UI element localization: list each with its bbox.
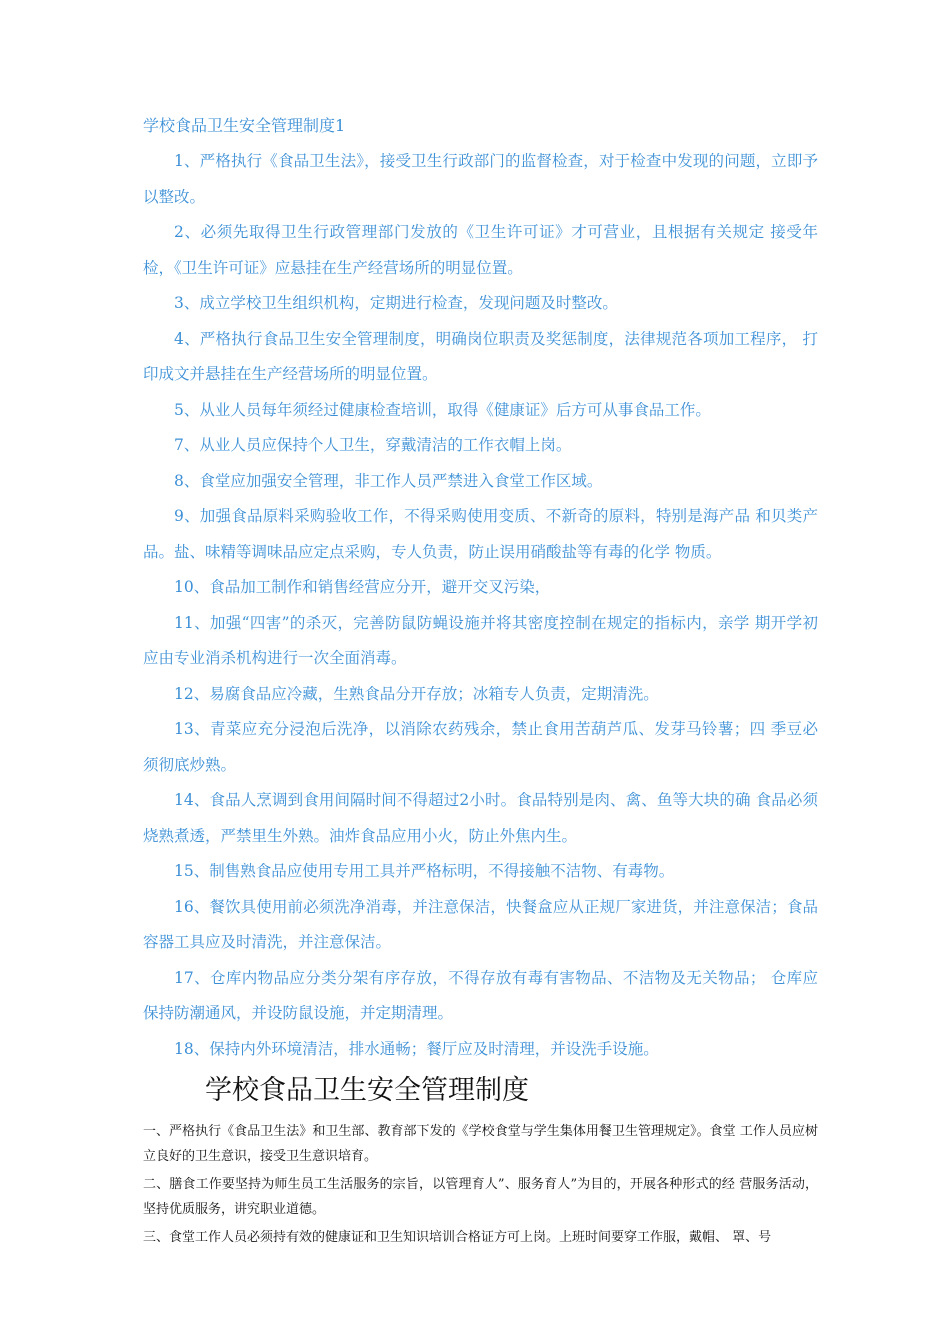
document-title-1: 学校食品卫生安全管理制度1	[143, 116, 346, 135]
regulation-item: 18、保持内外环境清洁，排水通畅；餐厅应及时清理，并设洗手设施。	[174, 1039, 659, 1058]
regulation-item: 16、餐饮具使用前必须洗净消毒，并注意保洁，快餐盒应从正规厂家进货，并注意保洁；食品容器工具应及时清洗，并注意保洁。	[143, 897, 818, 951]
regulation-item: 一、严格执行《食品卫生法》和卫生部、教育部下发的《学校食堂与学生集体用餐卫生管理规定》。食堂 工作人员应树立良好的卫生意识，接受卫生意识培育。	[143, 1124, 818, 1164]
document-page	[143, 112, 818, 1253]
regulation-item: 二、膳食工作要坚持为师生员工生活服务的宗旨，以管理育人”、服务育人”为目的，开展各种形式的经 营服务活动，坚持优质服务，讲究职业道德。	[143, 1177, 818, 1217]
regulation-item: 三、食堂工作人员必须持有效的健康证和卫生知识培训合格证方可上岗。上班时间要穿工作服，戴帽、 罩、号	[143, 1230, 772, 1245]
regulation-item: 4、严格执行食品卫生安全管理制度，明确岗位职责及奖惩制度，法律规范各项加工程序， 打印成文并悬挂在生产经营场所的明显位置。	[143, 329, 818, 383]
regulation-item: 9、加强食品原料采购验收工作，不得采购使用变质、不新奇的原料，特别是海产品 和贝类产品。盐、味精等调味品应定点采购，专人负责，防止误用硝酸盐等有毒的化学 物质。	[143, 507, 818, 561]
regulation-item: 13、青菜应充分浸泡后洗净，以消除农药残余，禁止食用苦葫芦瓜、发芽马铃薯；四 季豆必须彻底炒熟。	[143, 720, 818, 774]
regulation-item: 5、从业人员每年须经过健康检查培训，取得《健康证》后方可从事食品工作。	[174, 400, 711, 419]
regulation-item: 7、从业人员应保持个人卫生，穿戴清洁的工作衣帽上岗。	[174, 436, 572, 454]
regulation-item: 17、仓库内物品应分类分架有序存放，不得存放有毒有害物品、不洁物及无关物品； 仓库应保持防潮通风，并设防鼠设施，并定期清理。	[143, 968, 818, 1022]
regulation-item: 10、食品加工制作和销售经营应分开，避开交叉污染，	[174, 578, 551, 596]
regulation-item: 3、成立学校卫生组织机构，定期进行检查，发现问题及时整改。	[174, 294, 618, 312]
regulation-list-2	[143, 1119, 818, 1250]
regulation-item: 12、易腐食品应冷藏，生熟食品分开存放；冰箱专人负责，定期清洗。	[174, 684, 659, 703]
regulation-item: 14、食品人烹调到食用间隔时间不得超过2小时。食品特别是肉、禽、鱼等大块的确 食品必须烧熟煮透，严禁里生外熟。油炸食品应用小火，防止外焦内生。	[143, 791, 818, 845]
regulation-item: 1、严格执行《食品卫生法》，接受卫生行政部门的监督检查，对于检查中发现的问题，立即予以整改。	[143, 152, 818, 206]
regulation-list-1	[143, 144, 818, 1067]
regulation-item: 8、食堂应加强安全管理，非工作人员严禁进入食堂工作区域。	[174, 471, 603, 490]
regulation-item: 2、必须先取得卫生行政管理部门发放的《卫生许可证》才可营业，且根据有关规定 接受年检，《卫生许可证》应悬挂在生产经营场所的明显位置。	[143, 223, 818, 277]
regulation-item: 11、加强“四害”的杀灭，完善防鼠防蝇设施并将其密度控制在规定的指标内，亲学 期开学初应由专业消杀机构进行一次全面消毒。	[143, 613, 818, 667]
regulation-item: 15、制售熟食品应使用专用工具并严格标明，不得接触不洁物、有毒物。	[174, 862, 675, 880]
document-title-2: 学校食品卫生安全管理制度	[205, 1075, 529, 1106]
